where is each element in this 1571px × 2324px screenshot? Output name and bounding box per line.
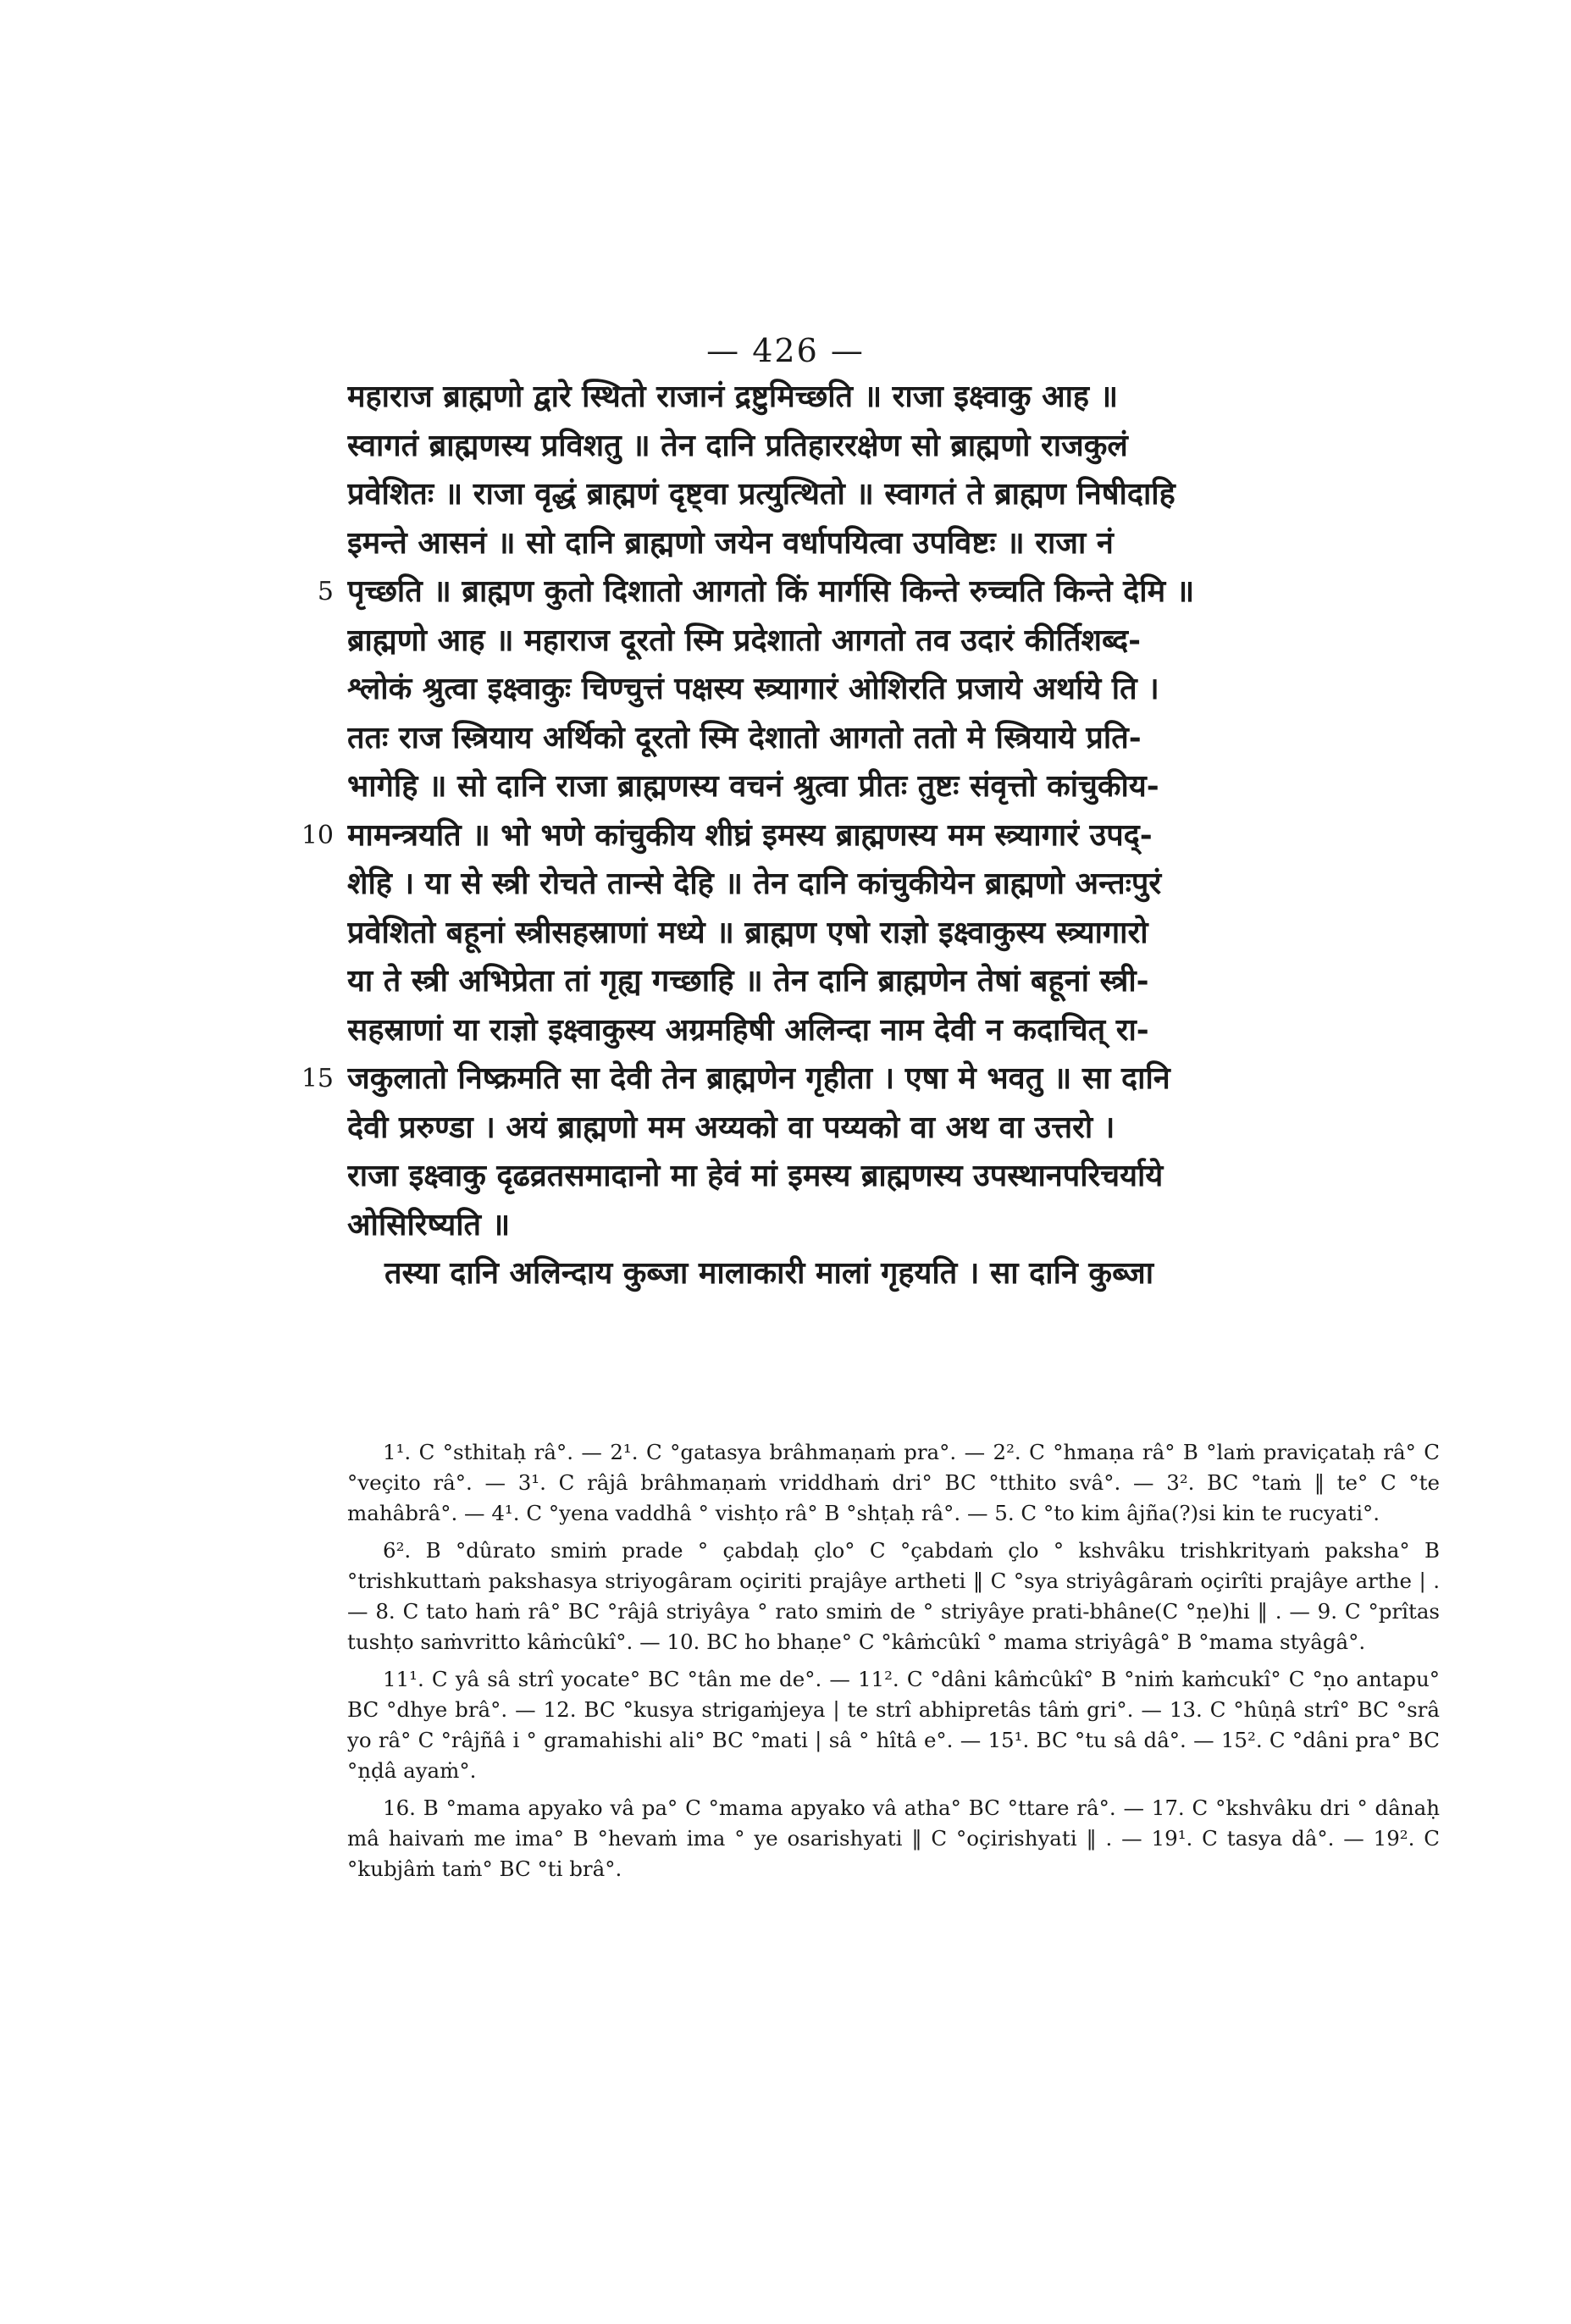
line-text: राजा इक्ष्वाकु दृढव्रतसमादानो मा हेवं मां इमस्य ब्राह्मणस्य उपस्थानपरिचर्याये — [347, 1158, 1164, 1193]
text-line — [347, 762, 1435, 811]
line-text: प्रवेशितो बहूनां स्त्रीसहस्राणां मध्ये ॥ ब्राह्मण एषो राज्ञो इक्ष्वाकुस्य स्त्र्यागारो — [347, 914, 1148, 950]
line-text: शेहि । या से स्त्री रोचते तान्से देहि ॥ तेन दानि कांचुकीयेन ब्राह्मणो अन्तःपुरं — [347, 866, 1162, 901]
text-line — [347, 470, 1435, 519]
text-line — [347, 373, 1435, 422]
line-text: देवी प्ररुण्डा । अयं ब्राह्मणो मम अय्यको वा पय्यको वा अथ वा उत्तरो । — [347, 1109, 1115, 1145]
text-line — [347, 1152, 1435, 1201]
text-line — [347, 957, 1435, 1006]
line-text: जकुलातो निष्क्रमति सा देवी तेन ब्राह्मणेन गृहीता । एषा मे भवतु ॥ सा दानि — [347, 1060, 1170, 1096]
page-number: — 426 — — [706, 332, 865, 369]
line-text: प्रवेशितः ॥ राजा वृद्धं ब्राह्मणं दृष्ट्वा प्रत्युत्थितो ॥ स्वागतं ते ब्राह्मण निषीदाहि — [347, 476, 1175, 512]
line-text: श्लोकं श्रुत्वा इक्ष्वाकुः चिण्चुत्तं पक्षस्य स्त्र्यागारं ओशिरति प्रजाये अर्थाये ति । — [347, 671, 1159, 706]
text-line — [347, 1054, 1435, 1104]
text-line — [347, 860, 1435, 909]
text-line — [347, 617, 1435, 666]
footnotes-block — [347, 1437, 1440, 1891]
line-text: ततः राज स्त्रियाय अर्थिको दूरतो स्मि देशातो आगतो ततो मे स्त्रियाये प्रति- — [347, 719, 1142, 755]
footnote-paragraph: 16. B °mama apyako vâ pa° C °mama apyako vâ atha° BC °ttare râ°. — 17. C °kshvâku dri ° dânaḥ mâ haivaṁ me ima° B °hevaṁ ima ° ye osarishyati ‖ C °oçirishyati ‖ . — 19¹. C tasya dâ°. — 19². C °kubjâṁ taṁ° BC °ti brâ°. — [347, 1796, 1440, 1881]
line-number: 10 — [301, 820, 334, 850]
line-text: ब्राह्मणो आह ॥ महाराज दूरतो स्मि प्रदेशातो आगतो तव उदारं कीर्तिशब्द- — [347, 622, 1142, 658]
line-text: ओसिरिष्यति ॥ — [347, 1206, 511, 1242]
line-text: पृच्छति ॥ ब्राह्मण कुतो दिशातो आगतो किं मार्गसि किन्ते रुच्चति किन्ते देमि ॥ — [347, 573, 1195, 609]
line-text: या ते स्त्री अभिप्रेता तां गृह्य गच्छाहि ॥ तेन दानि ब्राह्मणेन तेषां बहूनां स्त्री- — [347, 963, 1149, 999]
text-line — [347, 714, 1435, 763]
text-line — [347, 1249, 1435, 1298]
text-line — [347, 519, 1435, 568]
text-line — [347, 1006, 1435, 1055]
text-line — [347, 811, 1435, 860]
line-text: स्वागतं ब्राह्मणस्य प्रविशतु ॥ तेन दानि प्रतिहाररक्षेण सो ब्राह्मणो राजकुलं — [347, 427, 1128, 463]
text-line — [347, 1201, 1435, 1250]
text-line — [347, 1104, 1435, 1153]
footnote-paragraph: 11¹. C yâ sâ strî yocate° BC °tân me de°. — 11². C °dâni kâṁcûkî° B °niṁ kaṁcukî° C °ṇo antapu° BC °dhye brâ°. — 12. BC °kusya strigaṁjeya | te strî abhipretâs tâṁ gri°. — 13. C °hûṇâ strî° BC °srâ yo râ° C °râjñâ i ° gramahishi ali° BC °mati | sâ ° hîtâ e°. — 15¹. BC °tu sâ dâ°. — 15². C °dâni pra° BC °ṇḍâ ayaṁ°. — [347, 1667, 1440, 1783]
main-text-block — [347, 373, 1435, 1298]
line-number: 5 — [317, 577, 334, 606]
footnote-paragraph: 6². B °dûrato smiṁ prade ° çabdaḥ çlo° C °çabdaṁ çlo ° kshvâku trishkrityaṁ paksha° B °trishkuttaṁ pakshasya striyogâram oçiriti prajâye artheti ‖ C °sya striyâgâraṁ oçirîti prajâye arthe | . — 8. C tato haṁ râ° BC °râjâ striyâya ° rato smiṁ de ° striyâye prati-bhâne(C °ṇe)hi ‖ . — 9. C °prîtas tushṭo saṁvritto kâṁcûkî°. — 10. BC ho bhaṇe° C °kâṁcûkî ° mama striyâgâ° B °mama styâgâ°. — [347, 1538, 1440, 1654]
footnote-paragraph: 1¹. C °sthitaḥ râ°. — 2¹. C °gatasya brâhmaṇaṁ pra°. — 2². C °hmaṇa râ° B °laṁ praviçataḥ râ° C °veçito râ°. — 3¹. C râjâ brâhmaṇaṁ vriddhaṁ dri° BC °tthito svâ°. — 3². BC °taṁ ‖ te° C °te mahâbrâ°. — 4¹. C °yena vaddhâ ° vishṭo râ° B °shṭaḥ râ°. — 5. C °to kim âjña(?)si kin te rucyati°. — [347, 1440, 1440, 1525]
line-text: मामन्त्रयति ॥ भो भणे कांचुकीय शीघ्रं इमस्य ब्राह्मणस्य मम स्त्र्यागारं उपद्- — [347, 816, 1153, 853]
line-text: सहस्राणां या राज्ञो इक्ष्वाकुस्य अग्रमहिषी अलिन्दा नाम देवी न कदाचित् रा- — [347, 1011, 1149, 1048]
text-line — [347, 567, 1435, 617]
line-text: तस्या दानि अलिन्दाय कुब्जा मालाकारी मालां गृहयति । सा दानि कुब्जा — [384, 1255, 1154, 1291]
line-text: महाराज ब्राह्मणो द्वारे स्थितो राजानं द्रष्टुमिच्छति ॥ राजा इक्ष्वाकु आह ॥ — [347, 379, 1119, 414]
line-text: इमन्ते आसनं ॥ सो दानि ब्राह्मणो जयेन वर्धापयित्वा उपविष्टः ॥ राजा नं — [347, 524, 1114, 561]
text-line — [347, 665, 1435, 714]
text-line — [347, 909, 1435, 958]
line-number: 15 — [301, 1064, 334, 1093]
line-text: भागेहि ॥ सो दानि राजा ब्राह्मणस्य वचनं श्रुत्वा प्रीतः तुष्टः संवृत्तो कांचुकीय- — [347, 768, 1159, 804]
text-line — [347, 422, 1435, 471]
